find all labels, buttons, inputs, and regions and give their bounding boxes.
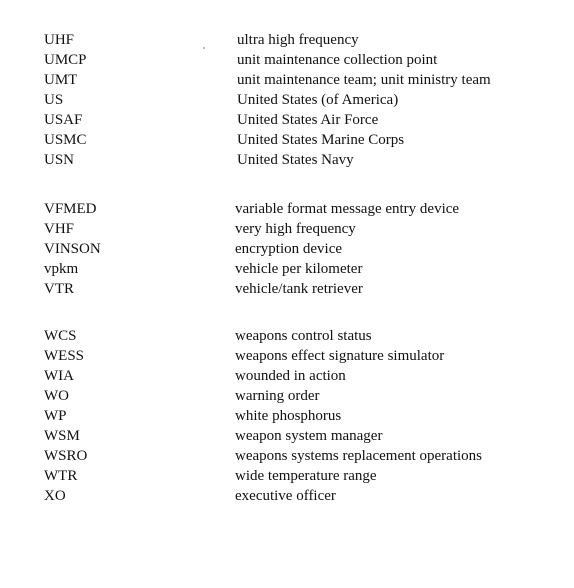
definition: vehicle per kilometer bbox=[235, 261, 363, 277]
definition: wide temperature range bbox=[235, 468, 377, 484]
glossary-entry bbox=[0, 70, 574, 90]
glossary-group-v bbox=[0, 199, 574, 299]
definition: unit maintenance collection point bbox=[237, 52, 438, 68]
abbreviation: WCS bbox=[44, 328, 77, 344]
definition: weapons control status bbox=[235, 328, 372, 344]
definition: weapons effect signature simulator bbox=[235, 348, 445, 364]
definition: unit maintenance team; unit ministry team bbox=[237, 72, 491, 88]
glossary-entry bbox=[0, 259, 574, 279]
glossary-entry bbox=[0, 326, 574, 346]
glossary-entry bbox=[0, 466, 574, 486]
definition: wounded in action bbox=[235, 368, 346, 384]
glossary-entry bbox=[0, 150, 574, 170]
definition: weapon system manager bbox=[235, 428, 383, 444]
definition: weapons systems replacement operations bbox=[235, 448, 483, 464]
abbreviation: WTR bbox=[44, 468, 78, 484]
glossary-entry bbox=[0, 199, 574, 219]
definition: United States Navy bbox=[237, 152, 354, 168]
abbreviation: US bbox=[44, 92, 64, 108]
definition: very high frequency bbox=[235, 221, 356, 237]
abbreviation: WSM bbox=[44, 428, 80, 444]
abbreviation: VTR bbox=[44, 281, 74, 297]
abbreviation: WSRO bbox=[44, 448, 88, 464]
glossary-entry bbox=[0, 426, 574, 446]
glossary-entry bbox=[0, 366, 574, 386]
abbreviation: WIA bbox=[44, 368, 74, 384]
abbreviation: VHF bbox=[44, 221, 75, 237]
definition: United States (of America) bbox=[237, 92, 399, 108]
glossary-entry bbox=[0, 130, 574, 150]
abbreviation: UHF bbox=[44, 32, 75, 48]
abbreviation: VINSON bbox=[44, 241, 101, 257]
abbreviation: XO bbox=[44, 488, 66, 504]
abbreviation: WP bbox=[44, 408, 67, 424]
abbreviation: UMCP bbox=[44, 52, 87, 68]
glossary-entry bbox=[0, 406, 574, 426]
glossary-entry bbox=[0, 110, 574, 130]
definition: United States Air Force bbox=[237, 112, 379, 128]
glossary-entry bbox=[0, 386, 574, 406]
glossary-entry bbox=[0, 239, 574, 259]
abbreviation: USN bbox=[44, 152, 75, 168]
glossary-group-w bbox=[0, 326, 574, 506]
glossary-entry bbox=[0, 346, 574, 366]
abbreviation: WESS bbox=[44, 348, 85, 364]
definition: executive officer bbox=[235, 488, 336, 504]
glossary-entry bbox=[0, 50, 574, 70]
glossary-entry bbox=[0, 446, 574, 466]
definition: variable format message entry device bbox=[235, 201, 460, 217]
definition: warning order bbox=[235, 388, 320, 404]
definition: vehicle/tank retriever bbox=[235, 281, 363, 297]
definition: ultra high frequency bbox=[237, 32, 359, 48]
glossary-entry bbox=[0, 30, 574, 50]
abbreviation: USAF bbox=[44, 112, 83, 128]
glossary-group-u bbox=[0, 30, 574, 170]
definition: encryption device bbox=[235, 241, 343, 257]
abbreviation: vpkm bbox=[44, 261, 79, 277]
glossary-entry bbox=[0, 486, 574, 506]
glossary-entry bbox=[0, 90, 574, 110]
abbreviation: UMT bbox=[44, 72, 78, 88]
abbreviation: WO bbox=[44, 388, 69, 404]
definition: white phosphorus bbox=[235, 408, 342, 424]
abbreviation: USMC bbox=[44, 132, 87, 148]
definition: United States Marine Corps bbox=[237, 132, 405, 148]
abbreviation: VFMED bbox=[44, 201, 97, 217]
glossary-entry bbox=[0, 279, 574, 299]
glossary-entry bbox=[0, 219, 574, 239]
